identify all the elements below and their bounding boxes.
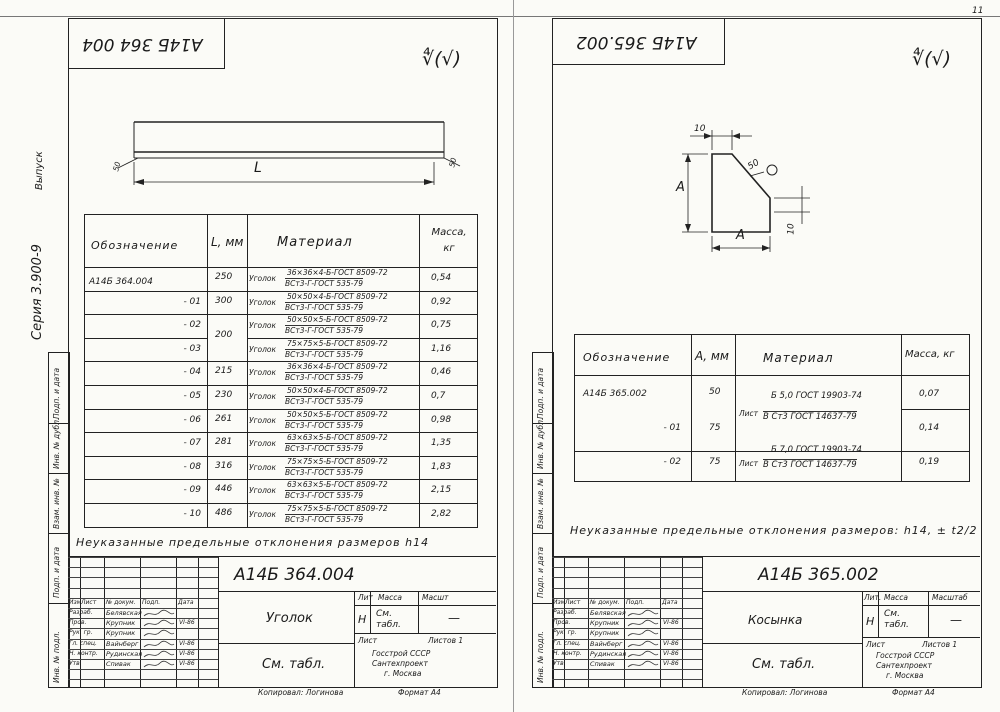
tb-format: Формат А4 <box>398 688 441 697</box>
tb-scale: Масштаб <box>932 593 968 602</box>
length-cell: 446 <box>215 484 233 495</box>
tb-org3: г. Москва <box>384 669 422 678</box>
series-label: Серия 3.900-9 <box>30 244 45 340</box>
left-stamp-column <box>48 352 70 688</box>
dim-50: 50 <box>746 157 762 173</box>
material-bottom: ВСт3-Г-ГОСТ 535-79 <box>285 491 363 501</box>
col-header: А, мм <box>695 349 729 363</box>
left-tolerance-note: Неуказанные предельные отклонения размеров h14 <box>76 536 430 549</box>
signature-scribble <box>142 650 176 660</box>
tb-person-name: Спивак <box>590 660 615 668</box>
mass-cell: 1,35 <box>431 438 452 449</box>
length-cell: 250 <box>215 272 233 282</box>
material-top: 50×50×4-Б-ГОСТ 8509-72 <box>287 386 388 395</box>
dim-A-left: А <box>676 180 685 195</box>
designation-cell: А14Б 365.002 <box>583 389 647 399</box>
signature-scribble <box>626 640 660 650</box>
mass-cell: 0,14 <box>919 423 940 433</box>
stamp-label: Подп. и дата <box>536 367 545 419</box>
tb-mass-value: См. табл. <box>884 609 909 630</box>
right-tb-name: Косынка <box>748 613 803 627</box>
tb-lit-value: Н <box>866 615 875 628</box>
left-spec-table <box>84 214 478 528</box>
material-top: Б 5,0 ГОСТ 19903-74 <box>771 391 862 401</box>
tb-mass: Масса <box>378 593 402 602</box>
material-kind: Уголок <box>249 462 277 472</box>
tb-person-name: Рудинская <box>590 649 627 658</box>
designation-cell: - 03 <box>183 343 201 354</box>
tb-mass-value: См. табл. <box>376 609 401 630</box>
material-bottom: ВСт3-Г-ГОСТ 535-79 <box>285 420 363 430</box>
length-cell: 230 <box>215 390 233 400</box>
tb-col-header: № докум. <box>106 598 136 606</box>
material-bottom: ВСт3-Г-ГОСТ 535-79 <box>285 349 363 359</box>
tb-copied: Копировал: Логинова <box>742 688 828 697</box>
tb-col-header: Лист <box>81 598 97 606</box>
a-cell: 50 <box>709 387 721 397</box>
material-kind: Лист <box>739 409 759 418</box>
tb-person-name: Крупник <box>106 629 136 638</box>
mass-cell: 2,82 <box>431 509 452 519</box>
page-number: 11 <box>972 6 984 16</box>
signature-scribble <box>626 609 660 619</box>
gusset-drawing <box>660 120 860 260</box>
material-kind: Уголок <box>249 321 277 331</box>
dim-50-right: 50 <box>447 156 459 169</box>
length-cell: 300 <box>215 295 233 306</box>
tb-scale-value: — <box>448 611 460 625</box>
tb-role: Рук. гр. <box>553 629 577 637</box>
material-kind: Уголок <box>249 344 277 354</box>
length-cell: 486 <box>215 508 233 518</box>
material-bottom: ВСт3-Г-ГОСТ 535-79 <box>285 373 363 383</box>
col-header: Обозначение <box>91 239 179 252</box>
tb-role: Рук. гр. <box>69 629 93 637</box>
material-bottom: ВСт3-Г-ГОСТ 535-79 <box>285 279 363 288</box>
dim-L: L <box>254 160 262 176</box>
right-spec-table <box>574 334 970 482</box>
tb-role: Гл. спец. <box>69 639 97 647</box>
tb-role: Утв. <box>553 660 566 667</box>
mass-cell: 0,75 <box>431 320 452 331</box>
left-header-code: А14Б 364 004 <box>82 34 203 54</box>
tb-role: Н. контр. <box>553 649 582 657</box>
material-bottom: ВСт3-Г-ГОСТ 535-79 <box>285 302 363 312</box>
length-cell: 316 <box>215 460 233 471</box>
material-top: 50×50×5-Б-ГОСТ 8509-72 <box>287 409 388 419</box>
col-header: Масса, кг <box>431 227 467 254</box>
signature-scribble <box>142 640 176 650</box>
designation-cell: - 05 <box>183 391 201 401</box>
material-bottom: В Ст3 ГОСТ 14637-79 <box>763 460 857 470</box>
material-kind: Лист <box>739 459 759 468</box>
material-bottom: ВСт3-Г-ГОСТ 535-79 <box>285 444 363 454</box>
roughness-symbol: ∜(√) <box>912 48 952 70</box>
material-kind: Уголок <box>249 368 277 378</box>
designation-cell: - 06 <box>183 414 201 425</box>
tb-col-header: Подп. <box>626 598 645 606</box>
material-top: 63×63×5-Б-ГОСТ 8509-72 <box>287 480 388 490</box>
material-top: 50×50×5-Б-ГОСТ 8509-72 <box>287 315 388 325</box>
tb-person-name: Крупник <box>590 629 620 638</box>
tb-col-header: № докум. <box>590 598 620 606</box>
left-tb-material: См. табл. <box>262 657 326 672</box>
material-top: 36×36×4-Б-ГОСТ 8509-72 <box>287 268 388 277</box>
tb-role: Гл. спец. <box>553 639 581 647</box>
tb-person-name: Спивак <box>106 660 131 668</box>
designation-cell: - 02 <box>663 457 681 467</box>
material-top: Б 7,0 ГОСТ 19903-74 <box>771 445 862 455</box>
tb-col-header: Дата <box>178 598 194 606</box>
tb-role: Утв. <box>69 660 82 667</box>
mass-cell: 0,98 <box>431 414 452 425</box>
tb-role: Н. контр. <box>69 649 98 657</box>
tb-scale: Масшт <box>422 593 449 602</box>
material-kind: Уголок <box>249 439 277 449</box>
stamp-label: Подп. и дата <box>52 367 61 419</box>
mass-cell: 0,07 <box>919 389 940 399</box>
material-top: 50×50×4-Б-ГОСТ 8509-72 <box>287 291 388 301</box>
material-top: 75×75×5-Б-ГОСТ 8509-72 <box>287 504 388 513</box>
mass-cell: 1,83 <box>431 461 452 472</box>
tb-role: Разраб. <box>553 609 577 616</box>
col-header: Материал <box>277 235 353 250</box>
material-kind: Уголок <box>249 415 277 425</box>
right-header-code-box <box>552 18 725 65</box>
a-cell: 75 <box>709 457 721 467</box>
stamp-label: Инв. № подл. <box>52 631 61 683</box>
material-bottom: В Ст3 ГОСТ 14637-79 <box>763 412 857 422</box>
length-cell: 261 <box>215 413 233 424</box>
designation-cell: - 10 <box>183 509 201 519</box>
mass-cell: 2,15 <box>431 485 452 496</box>
designation-cell: А14Б 364.004 <box>89 277 153 287</box>
tb-date: VI-86 <box>179 639 195 647</box>
tb-date: VI-86 <box>663 649 679 657</box>
tb-date: VI-86 <box>179 619 195 627</box>
right-tb-material: См. табл. <box>752 657 816 672</box>
col-header: Масса, кг <box>905 349 955 360</box>
mass-cell: 0,7 <box>431 391 446 401</box>
stamp-label: Подп. и дата <box>536 546 545 598</box>
tb-col-header: Изм <box>69 598 82 606</box>
tb-role: Пров. <box>69 619 87 627</box>
signature-scribble <box>142 660 176 670</box>
right-stamp-column <box>532 352 554 688</box>
signature-scribble <box>626 650 660 660</box>
tb-person-name: Крупник <box>106 619 136 628</box>
material-kind: Уголок <box>249 297 277 307</box>
tb-role: Пров. <box>553 619 571 627</box>
tb-col-header: Подп. <box>142 598 161 606</box>
tb-org3: г. Москва <box>886 671 924 680</box>
material-top: 75×75×5-Б-ГОСТ 8509-72 <box>287 338 388 348</box>
signature-scribble <box>626 619 660 629</box>
length-cell: 215 <box>215 366 233 377</box>
tb-date: VI-86 <box>179 649 195 657</box>
tb-date: VI-86 <box>663 639 679 647</box>
tb-org2: Сантехпроект <box>372 659 428 668</box>
roughness-symbol: ∜(√) <box>422 48 462 70</box>
tb-date: VI-86 <box>663 619 679 627</box>
left-tb-code: А14Б 364.004 <box>234 565 355 585</box>
right-tolerance-note: Неуказанные предельные отклонения размеров: h14, ± t2/2 <box>570 524 978 537</box>
tb-sheet: Лист <box>358 636 378 645</box>
stamp-label: Инв. № дубл. <box>536 417 545 469</box>
designation-cell: - 07 <box>183 438 201 449</box>
designation-cell: - 08 <box>183 461 201 472</box>
dim-10-right: 10 <box>786 223 797 235</box>
material-kind: Уголок <box>249 392 277 401</box>
tb-sheets: Листов 1 <box>428 636 464 645</box>
length-cell: 200 <box>215 330 233 341</box>
material-kind: Уголок <box>249 486 277 496</box>
mass-cell: 1,16 <box>431 343 452 354</box>
col-header: L, мм <box>211 235 244 249</box>
mass-cell: 0,46 <box>431 367 452 378</box>
col-header: Обозначение <box>583 351 671 364</box>
material-top: 36×36×4-Б-ГОСТ 8509-72 <box>287 362 388 372</box>
signature-scribble <box>142 629 176 639</box>
tb-org1: Госстрой СССР <box>372 649 431 658</box>
right-tb-code: А14Б 365.002 <box>758 565 879 585</box>
sheet-divider <box>513 0 514 712</box>
tb-person-name: Рудинская <box>106 649 143 658</box>
tb-format: Формат А4 <box>892 688 935 697</box>
material-bottom: ВСт3-Г-ГОСТ 535-79 <box>285 397 363 406</box>
left-title-block <box>68 556 496 697</box>
tb-person-name: Белявская <box>590 609 626 617</box>
tb-col-header: Лист <box>565 598 581 606</box>
designation-cell: - 01 <box>663 423 681 433</box>
designation-cell: - 01 <box>183 296 201 307</box>
left-tb-name: Уголок <box>266 611 313 626</box>
designation-cell: - 09 <box>183 485 201 496</box>
material-kind: Уголок <box>249 274 277 283</box>
right-header-code: А14Б 365.002 <box>576 32 697 52</box>
tb-lit-value: Н <box>358 613 367 626</box>
dim-50-left: 50 <box>111 160 123 173</box>
right-title-block <box>552 556 980 697</box>
stamp-label: Инв. № подл. <box>536 631 545 683</box>
tb-person-name: Вайнберг <box>590 639 623 648</box>
tb-mass: Масса <box>884 593 908 602</box>
tb-person-name: Крупник <box>590 619 620 628</box>
tb-org2: Сантехпроект <box>876 661 932 670</box>
tb-person-name: Белявская <box>106 609 142 617</box>
tb-lit: Лит <box>358 593 373 602</box>
stamp-label: Взам. инв. № <box>536 478 545 529</box>
tb-date: VI-86 <box>663 660 679 667</box>
material-top: 63×63×5-Б-ГОСТ 8509-72 <box>287 433 388 443</box>
col-header: Материал <box>763 351 834 365</box>
stamp-label: Подп. и дата <box>52 546 61 598</box>
dim-A-bottom: А <box>736 228 745 243</box>
material-bottom: ВСт3-Г-ГОСТ 535-79 <box>285 467 363 477</box>
tb-col-header: Дата <box>662 598 678 606</box>
stamp-label: Инв. № дубл. <box>52 417 61 469</box>
tb-scale-value: — <box>950 613 962 627</box>
dim-10-top: 10 <box>694 124 706 134</box>
tb-person-name: Вайнберг <box>106 639 139 648</box>
mass-cell: 0,54 <box>431 273 452 283</box>
issue-label: Выпуск <box>34 151 45 190</box>
angle-part-drawing <box>68 110 496 210</box>
material-bottom: ВСт3-Г-ГОСТ 535-79 <box>285 515 363 524</box>
tb-role: Разраб. <box>69 609 93 616</box>
signature-scribble <box>142 619 176 629</box>
signature-scribble <box>142 609 176 619</box>
tb-copied: Копировал: Логинова <box>258 688 344 697</box>
a-cell: 75 <box>709 423 721 433</box>
length-cell: 281 <box>215 437 233 448</box>
tb-date: VI-86 <box>179 660 195 667</box>
material-kind: Уголок <box>249 510 277 519</box>
tb-sheet: Лист <box>866 640 886 649</box>
tb-lit: Лит. <box>864 593 882 602</box>
tb-col-header: Изм <box>553 598 566 606</box>
mass-cell: 0,19 <box>919 457 940 467</box>
signature-scribble <box>626 629 660 639</box>
left-header-code-box <box>68 18 225 69</box>
stamp-label: Взам. инв. № <box>52 478 61 529</box>
designation-cell: - 04 <box>183 367 201 378</box>
designation-cell: - 02 <box>183 320 201 331</box>
signature-scribble <box>626 660 660 670</box>
tb-org1: Госстрой СССР <box>876 651 935 660</box>
material-top: 75×75×5-Б-ГОСТ 8509-72 <box>287 456 388 466</box>
tb-sheets: Листов 1 <box>922 640 958 649</box>
top-edge-line <box>0 16 1000 17</box>
material-bottom: ВСт3-Г-ГОСТ 535-79 <box>285 326 363 336</box>
mass-cell: 0,92 <box>431 296 452 307</box>
